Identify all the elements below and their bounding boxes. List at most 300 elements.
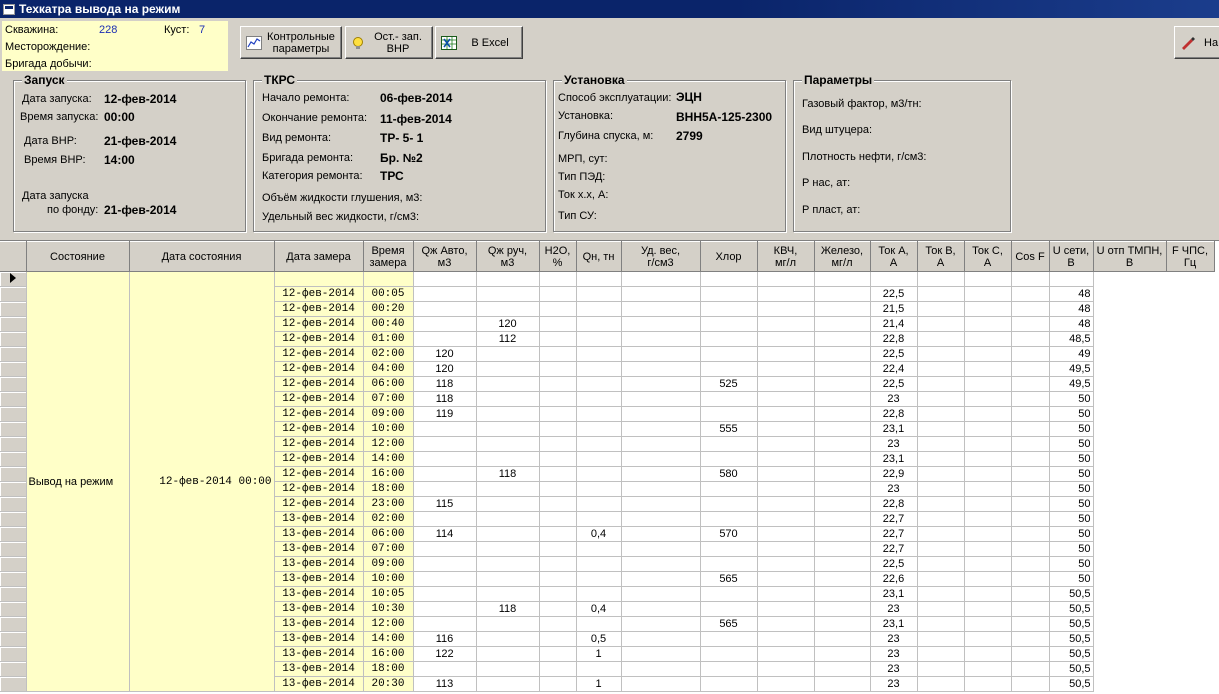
grid-cell[interactable] bbox=[1011, 482, 1049, 497]
grid-cell[interactable] bbox=[757, 317, 814, 332]
grid-cell[interactable] bbox=[1011, 632, 1049, 647]
grid-cell[interactable] bbox=[917, 677, 964, 692]
grid-cell[interactable]: 00:05 bbox=[363, 287, 413, 302]
grid-cell[interactable]: 13-фев-2014 bbox=[274, 647, 363, 662]
grid-cell[interactable] bbox=[964, 467, 1011, 482]
row-selector[interactable] bbox=[0, 437, 26, 452]
grid-cell[interactable] bbox=[964, 677, 1011, 692]
grid-cell[interactable]: 50 bbox=[1049, 407, 1093, 422]
grid-cell[interactable] bbox=[964, 557, 1011, 572]
grid-cell[interactable]: 00:20 bbox=[363, 302, 413, 317]
grid-cell[interactable] bbox=[700, 677, 757, 692]
column-header[interactable]: Cos F bbox=[1011, 242, 1049, 272]
grid-cell[interactable]: 118 bbox=[476, 602, 539, 617]
grid-cell[interactable]: 48 bbox=[1049, 287, 1093, 302]
grid-cell[interactable] bbox=[757, 557, 814, 572]
grid-cell[interactable] bbox=[539, 632, 576, 647]
grid-cell[interactable] bbox=[757, 287, 814, 302]
grid-cell[interactable] bbox=[1011, 662, 1049, 677]
grid-cell[interactable] bbox=[917, 647, 964, 662]
grid-cell[interactable] bbox=[1011, 467, 1049, 482]
row-selector[interactable] bbox=[0, 542, 26, 557]
grid-cell[interactable]: 21,4 bbox=[870, 317, 917, 332]
grid-cell[interactable]: 525 bbox=[700, 377, 757, 392]
grid-cell[interactable] bbox=[539, 467, 576, 482]
grid-cell[interactable] bbox=[814, 437, 870, 452]
grid-cell[interactable] bbox=[700, 482, 757, 497]
grid-cell[interactable] bbox=[1011, 377, 1049, 392]
grid-cell[interactable]: 12-фев-2014 bbox=[274, 497, 363, 512]
grid-cell[interactable]: 10:05 bbox=[363, 587, 413, 602]
grid-cell[interactable] bbox=[757, 602, 814, 617]
grid-cell[interactable]: 02:00 bbox=[363, 347, 413, 362]
grid-cell[interactable] bbox=[917, 482, 964, 497]
row-selector[interactable] bbox=[0, 482, 26, 497]
grid-cell[interactable]: 14:00 bbox=[363, 632, 413, 647]
grid-cell[interactable] bbox=[621, 482, 700, 497]
grid-cell[interactable]: 49,5 bbox=[1049, 377, 1093, 392]
grid-cell[interactable] bbox=[814, 527, 870, 542]
column-header[interactable]: Дата замера bbox=[274, 242, 363, 272]
grid-cell[interactable] bbox=[539, 542, 576, 557]
grid-cell[interactable] bbox=[917, 287, 964, 302]
grid-cell[interactable]: 10:00 bbox=[363, 572, 413, 587]
grid-cell[interactable] bbox=[1011, 407, 1049, 422]
grid-cell[interactable] bbox=[576, 542, 621, 557]
row-selector[interactable] bbox=[0, 362, 26, 377]
row-selector[interactable] bbox=[0, 302, 26, 317]
right-toolbar-button[interactable] bbox=[1174, 26, 1219, 59]
grid-cell[interactable] bbox=[757, 377, 814, 392]
grid-cell[interactable]: 565 bbox=[700, 617, 757, 632]
grid-cell[interactable] bbox=[814, 602, 870, 617]
grid-cell[interactable] bbox=[476, 557, 539, 572]
row-selector[interactable] bbox=[0, 422, 26, 437]
column-header[interactable]: Ток А, А bbox=[870, 242, 917, 272]
grid-cell[interactable] bbox=[700, 647, 757, 662]
grid-cell[interactable] bbox=[476, 572, 539, 587]
grid-cell[interactable]: 50,5 bbox=[1049, 632, 1093, 647]
grid-cell[interactable] bbox=[621, 557, 700, 572]
grid-cell[interactable]: 22,8 bbox=[870, 497, 917, 512]
grid-cell[interactable] bbox=[476, 377, 539, 392]
grid-cell[interactable]: 22,8 bbox=[870, 407, 917, 422]
grid-cell[interactable]: 22,4 bbox=[870, 362, 917, 377]
grid-cell[interactable] bbox=[757, 512, 814, 527]
row-selector[interactable] bbox=[0, 512, 26, 527]
grid-cell[interactable] bbox=[917, 317, 964, 332]
grid-cell[interactable] bbox=[576, 332, 621, 347]
grid-cell[interactable] bbox=[700, 362, 757, 377]
grid-cell[interactable] bbox=[700, 437, 757, 452]
grid-cell[interactable]: 12-фев-2014 bbox=[274, 452, 363, 467]
row-selector[interactable] bbox=[0, 287, 26, 302]
grid-cell[interactable]: 09:00 bbox=[363, 557, 413, 572]
grid-cell[interactable]: 119 bbox=[413, 407, 476, 422]
row-selector[interactable] bbox=[0, 632, 26, 647]
grid-cell[interactable] bbox=[476, 482, 539, 497]
grid-cell[interactable] bbox=[870, 272, 917, 287]
grid-cell[interactable]: 23,1 bbox=[870, 452, 917, 467]
grid-cell[interactable] bbox=[757, 362, 814, 377]
grid-cell[interactable] bbox=[917, 347, 964, 362]
grid-cell[interactable]: 120 bbox=[413, 362, 476, 377]
row-selector[interactable] bbox=[0, 602, 26, 617]
row-selector[interactable] bbox=[0, 617, 26, 632]
grid-cell[interactable] bbox=[700, 302, 757, 317]
grid-cell[interactable] bbox=[1011, 647, 1049, 662]
grid-cell[interactable] bbox=[539, 407, 576, 422]
grid-cell[interactable] bbox=[1011, 362, 1049, 377]
grid-cell[interactable]: 02:00 bbox=[363, 512, 413, 527]
grid-cell[interactable] bbox=[621, 392, 700, 407]
grid-cell[interactable] bbox=[413, 542, 476, 557]
grid-cell[interactable] bbox=[757, 452, 814, 467]
grid-cell[interactable] bbox=[576, 437, 621, 452]
grid-cell[interactable] bbox=[964, 272, 1011, 287]
grid-cell[interactable]: 20:30 bbox=[363, 677, 413, 692]
grid-cell[interactable] bbox=[814, 542, 870, 557]
grid-cell[interactable]: 23,1 bbox=[870, 617, 917, 632]
grid-cell[interactable] bbox=[539, 302, 576, 317]
grid-cell[interactable] bbox=[413, 572, 476, 587]
grid-cell[interactable]: 118 bbox=[413, 377, 476, 392]
grid-cell[interactable] bbox=[964, 512, 1011, 527]
column-header[interactable]: Дата состояния bbox=[129, 242, 274, 272]
grid-cell[interactable] bbox=[539, 347, 576, 362]
column-header[interactable]: Ток С, А bbox=[964, 242, 1011, 272]
grid-cell[interactable] bbox=[413, 332, 476, 347]
grid-cell[interactable] bbox=[814, 662, 870, 677]
grid-cell[interactable] bbox=[757, 272, 814, 287]
grid-cell[interactable]: 23 bbox=[870, 647, 917, 662]
grid-cell[interactable]: 50,5 bbox=[1049, 647, 1093, 662]
grid-cell[interactable] bbox=[1011, 527, 1049, 542]
grid-cell[interactable]: 50,5 bbox=[1049, 587, 1093, 602]
grid-cell[interactable] bbox=[476, 542, 539, 557]
grid-cell[interactable]: 21,5 bbox=[870, 302, 917, 317]
grid-cell[interactable] bbox=[476, 527, 539, 542]
grid-cell[interactable]: 120 bbox=[413, 347, 476, 362]
grid-cell[interactable]: 13-фев-2014 bbox=[274, 527, 363, 542]
grid-cell[interactable]: 50 bbox=[1049, 422, 1093, 437]
grid-cell[interactable] bbox=[413, 467, 476, 482]
grid-cell[interactable] bbox=[917, 557, 964, 572]
grid-cell[interactable]: 50 bbox=[1049, 572, 1093, 587]
grid-cell[interactable]: 22,7 bbox=[870, 542, 917, 557]
grid-cell[interactable]: 12-фев-2014 bbox=[274, 407, 363, 422]
grid-cell[interactable]: 22,7 bbox=[870, 512, 917, 527]
grid-cell[interactable] bbox=[576, 572, 621, 587]
grid-cell[interactable] bbox=[917, 392, 964, 407]
grid-cell[interactable] bbox=[413, 557, 476, 572]
grid-cell[interactable] bbox=[413, 422, 476, 437]
grid-cell[interactable] bbox=[539, 557, 576, 572]
grid-cell[interactable] bbox=[576, 302, 621, 317]
grid-cell[interactable]: 13-фев-2014 bbox=[274, 512, 363, 527]
grid-cell[interactable]: 118 bbox=[413, 392, 476, 407]
grid-cell[interactable]: 50,5 bbox=[1049, 617, 1093, 632]
grid-cell[interactable] bbox=[413, 602, 476, 617]
grid-cell[interactable]: 22,5 bbox=[870, 377, 917, 392]
column-header[interactable]: Время замера bbox=[363, 242, 413, 272]
grid-cell[interactable] bbox=[621, 377, 700, 392]
grid-cell[interactable] bbox=[413, 662, 476, 677]
grid-cell[interactable] bbox=[757, 467, 814, 482]
grid-cell[interactable] bbox=[539, 677, 576, 692]
grid-cell[interactable] bbox=[476, 677, 539, 692]
row-selector[interactable] bbox=[0, 407, 26, 422]
grid-cell[interactable]: 04:00 bbox=[363, 362, 413, 377]
grid-cell[interactable] bbox=[917, 587, 964, 602]
grid-cell[interactable] bbox=[814, 557, 870, 572]
grid-cell[interactable] bbox=[539, 497, 576, 512]
grid-cell[interactable]: 555 bbox=[700, 422, 757, 437]
grid-cell[interactable] bbox=[1011, 587, 1049, 602]
grid-cell[interactable] bbox=[476, 407, 539, 422]
grid-cell[interactable] bbox=[964, 662, 1011, 677]
grid-cell[interactable]: 22,5 bbox=[870, 347, 917, 362]
grid-cell[interactable] bbox=[917, 437, 964, 452]
grid-cell[interactable] bbox=[476, 287, 539, 302]
grid-cell[interactable] bbox=[964, 422, 1011, 437]
grid-cell[interactable] bbox=[1011, 542, 1049, 557]
grid-cell[interactable]: 1 bbox=[576, 647, 621, 662]
grid-cell[interactable] bbox=[814, 377, 870, 392]
grid-cell[interactable] bbox=[476, 347, 539, 362]
grid-cell[interactable]: 50 bbox=[1049, 557, 1093, 572]
grid-cell[interactable] bbox=[476, 632, 539, 647]
grid-cell[interactable] bbox=[621, 347, 700, 362]
grid-cell[interactable] bbox=[476, 422, 539, 437]
column-header[interactable]: F ЧПС, Гц bbox=[1166, 242, 1214, 272]
grid-cell[interactable] bbox=[539, 512, 576, 527]
grid-cell[interactable]: 112 bbox=[476, 332, 539, 347]
grid-cell[interactable] bbox=[757, 542, 814, 557]
grid-cell[interactable] bbox=[576, 557, 621, 572]
row-selector[interactable] bbox=[0, 452, 26, 467]
grid-cell[interactable] bbox=[917, 497, 964, 512]
grid-cell[interactable] bbox=[576, 317, 621, 332]
grid-cell[interactable] bbox=[539, 422, 576, 437]
grid-cell[interactable] bbox=[1011, 602, 1049, 617]
grid-cell[interactable]: 00:40 bbox=[363, 317, 413, 332]
grid-cell[interactable]: 565 bbox=[700, 572, 757, 587]
grid-cell[interactable]: 13-фев-2014 bbox=[274, 662, 363, 677]
grid-cell[interactable]: 120 bbox=[476, 317, 539, 332]
grid-cell[interactable] bbox=[757, 662, 814, 677]
grid-cell[interactable] bbox=[814, 482, 870, 497]
grid-cell[interactable] bbox=[814, 272, 870, 287]
grid-cell[interactable]: 12-фев-2014 bbox=[274, 377, 363, 392]
grid-cell[interactable]: 23,1 bbox=[870, 422, 917, 437]
grid-cell[interactable] bbox=[917, 542, 964, 557]
grid-cell[interactable] bbox=[1011, 332, 1049, 347]
grid-cell[interactable]: 13-фев-2014 bbox=[274, 557, 363, 572]
grid-cell[interactable] bbox=[576, 617, 621, 632]
grid-cell[interactable] bbox=[917, 632, 964, 647]
ost-zap-vnr-button[interactable] bbox=[345, 26, 433, 59]
grid-cell[interactable] bbox=[539, 332, 576, 347]
grid-cell[interactable] bbox=[576, 407, 621, 422]
grid-cell[interactable] bbox=[757, 677, 814, 692]
grid-cell[interactable] bbox=[917, 407, 964, 422]
grid-cell[interactable] bbox=[1011, 302, 1049, 317]
grid-cell[interactable]: 07:00 bbox=[363, 392, 413, 407]
grid-cell[interactable] bbox=[814, 512, 870, 527]
row-selector[interactable] bbox=[0, 392, 26, 407]
grid-cell[interactable] bbox=[814, 317, 870, 332]
grid-cell[interactable]: 13-фев-2014 bbox=[274, 677, 363, 692]
grid-cell[interactable] bbox=[814, 647, 870, 662]
grid-cell[interactable]: 12-фев-2014 bbox=[274, 302, 363, 317]
grid-cell[interactable] bbox=[476, 512, 539, 527]
grid-cell[interactable]: 22,7 bbox=[870, 527, 917, 542]
grid-cell[interactable] bbox=[576, 272, 621, 287]
grid-cell[interactable] bbox=[700, 542, 757, 557]
grid-cell[interactable]: 50 bbox=[1049, 437, 1093, 452]
grid-cell[interactable]: 09:00 bbox=[363, 407, 413, 422]
grid-cell[interactable] bbox=[621, 362, 700, 377]
grid-cell[interactable]: 50 bbox=[1049, 452, 1093, 467]
grid-cell[interactable] bbox=[964, 347, 1011, 362]
row-selector[interactable] bbox=[0, 572, 26, 587]
grid-cell[interactable] bbox=[476, 617, 539, 632]
grid-cell[interactable] bbox=[539, 377, 576, 392]
grid-cell[interactable] bbox=[621, 437, 700, 452]
grid-cell[interactable] bbox=[621, 422, 700, 437]
grid-cell[interactable]: 01:00 bbox=[363, 332, 413, 347]
column-header[interactable]: Н2О, % bbox=[539, 242, 576, 272]
grid-cell[interactable]: 06:00 bbox=[363, 377, 413, 392]
grid-cell[interactable] bbox=[539, 662, 576, 677]
grid-cell[interactable] bbox=[964, 632, 1011, 647]
grid-cell[interactable] bbox=[700, 287, 757, 302]
grid-cell[interactable] bbox=[757, 422, 814, 437]
grid-cell[interactable]: 49 bbox=[1049, 347, 1093, 362]
column-header[interactable]: Состояние bbox=[26, 242, 129, 272]
grid-cell[interactable] bbox=[621, 587, 700, 602]
grid-cell[interactable]: 23 bbox=[870, 482, 917, 497]
grid-cell[interactable]: 114 bbox=[413, 527, 476, 542]
grid-cell[interactable]: 13-фев-2014 bbox=[274, 632, 363, 647]
grid-cell[interactable]: 22,6 bbox=[870, 572, 917, 587]
grid-cell[interactable] bbox=[576, 497, 621, 512]
grid-cell[interactable] bbox=[700, 407, 757, 422]
grid-cell[interactable] bbox=[576, 362, 621, 377]
grid-cell[interactable] bbox=[814, 497, 870, 512]
grid-cell[interactable] bbox=[700, 317, 757, 332]
grid-cell[interactable] bbox=[621, 512, 700, 527]
grid-cell[interactable] bbox=[814, 467, 870, 482]
grid-cell[interactable] bbox=[964, 452, 1011, 467]
grid-cell[interactable] bbox=[1011, 677, 1049, 692]
grid-cell[interactable]: 13-фев-2014 bbox=[274, 602, 363, 617]
grid-cell[interactable] bbox=[757, 497, 814, 512]
grid-cell[interactable] bbox=[1011, 617, 1049, 632]
grid-cell[interactable]: 22,9 bbox=[870, 467, 917, 482]
grid-cell[interactable] bbox=[621, 542, 700, 557]
table-row[interactable] bbox=[0, 272, 1214, 287]
grid-cell[interactable]: 12-фев-2014 bbox=[274, 317, 363, 332]
grid-cell[interactable]: 22,5 bbox=[870, 557, 917, 572]
grid-cell[interactable]: 50 bbox=[1049, 497, 1093, 512]
grid-cell[interactable] bbox=[964, 377, 1011, 392]
grid-cell[interactable] bbox=[814, 572, 870, 587]
grid-cell[interactable] bbox=[700, 512, 757, 527]
column-header[interactable]: Хлор bbox=[700, 242, 757, 272]
grid-cell[interactable] bbox=[1011, 392, 1049, 407]
grid-cell[interactable]: 22,8 bbox=[870, 332, 917, 347]
grid-cell[interactable]: 10:00 bbox=[363, 422, 413, 437]
grid-cell[interactable] bbox=[621, 572, 700, 587]
grid-cell[interactable] bbox=[621, 272, 700, 287]
grid-cell[interactable]: 12-фев-2014 bbox=[274, 392, 363, 407]
grid-cell[interactable]: 12-фев-2014 bbox=[274, 482, 363, 497]
grid-cell[interactable] bbox=[814, 287, 870, 302]
grid-cell[interactable] bbox=[413, 452, 476, 467]
grid-cell[interactable]: 48 bbox=[1049, 302, 1093, 317]
grid-cell[interactable]: 12-фев-2014 bbox=[274, 362, 363, 377]
grid-cell[interactable] bbox=[621, 677, 700, 692]
grid-cell[interactable] bbox=[700, 347, 757, 362]
column-header[interactable]: Qж Авто, м3 bbox=[413, 242, 476, 272]
grid-cell[interactable] bbox=[917, 512, 964, 527]
grid-cell[interactable] bbox=[1011, 452, 1049, 467]
grid-cell[interactable] bbox=[476, 452, 539, 467]
grid-cell[interactable]: 23 bbox=[870, 662, 917, 677]
grid-cell[interactable]: 13-фев-2014 bbox=[274, 572, 363, 587]
grid-cell[interactable] bbox=[917, 467, 964, 482]
grid-cell[interactable] bbox=[757, 482, 814, 497]
grid-cell[interactable] bbox=[476, 647, 539, 662]
grid-cell[interactable]: 50 bbox=[1049, 527, 1093, 542]
grid-cell[interactable] bbox=[964, 617, 1011, 632]
grid-cell[interactable] bbox=[476, 272, 539, 287]
grid-cell[interactable] bbox=[964, 287, 1011, 302]
state-cell[interactable]: Вывод на режим bbox=[26, 272, 129, 692]
grid-cell[interactable] bbox=[964, 392, 1011, 407]
grid-cell[interactable] bbox=[964, 437, 1011, 452]
grid-cell[interactable] bbox=[539, 572, 576, 587]
grid-cell[interactable]: 16:00 bbox=[363, 647, 413, 662]
row-selector[interactable] bbox=[0, 647, 26, 662]
grid-cell[interactable] bbox=[814, 677, 870, 692]
grid-cell[interactable] bbox=[576, 392, 621, 407]
grid-cell[interactable]: 13-фев-2014 bbox=[274, 587, 363, 602]
grid-cell[interactable] bbox=[964, 527, 1011, 542]
grid-cell[interactable]: 116 bbox=[413, 632, 476, 647]
grid-cell[interactable] bbox=[700, 662, 757, 677]
grid-cell[interactable] bbox=[814, 632, 870, 647]
row-selector[interactable] bbox=[0, 467, 26, 482]
grid-cell[interactable] bbox=[917, 332, 964, 347]
state-date-cell[interactable]: 12-фев-2014 00:00 bbox=[129, 272, 274, 692]
grid-cell[interactable]: 50 bbox=[1049, 512, 1093, 527]
grid-cell[interactable] bbox=[621, 302, 700, 317]
grid-cell[interactable]: 23 bbox=[870, 677, 917, 692]
grid-cell[interactable] bbox=[1011, 317, 1049, 332]
grid-cell[interactable]: 48,5 bbox=[1049, 332, 1093, 347]
grid-cell[interactable] bbox=[363, 272, 413, 287]
row-selector[interactable] bbox=[0, 677, 26, 692]
grid-cell[interactable] bbox=[917, 452, 964, 467]
grid-cell[interactable]: 12-фев-2014 bbox=[274, 422, 363, 437]
column-header[interactable]: U сети, В bbox=[1049, 242, 1093, 272]
grid-cell[interactable] bbox=[917, 362, 964, 377]
grid-cell[interactable] bbox=[757, 392, 814, 407]
grid-cell[interactable]: 49,5 bbox=[1049, 362, 1093, 377]
